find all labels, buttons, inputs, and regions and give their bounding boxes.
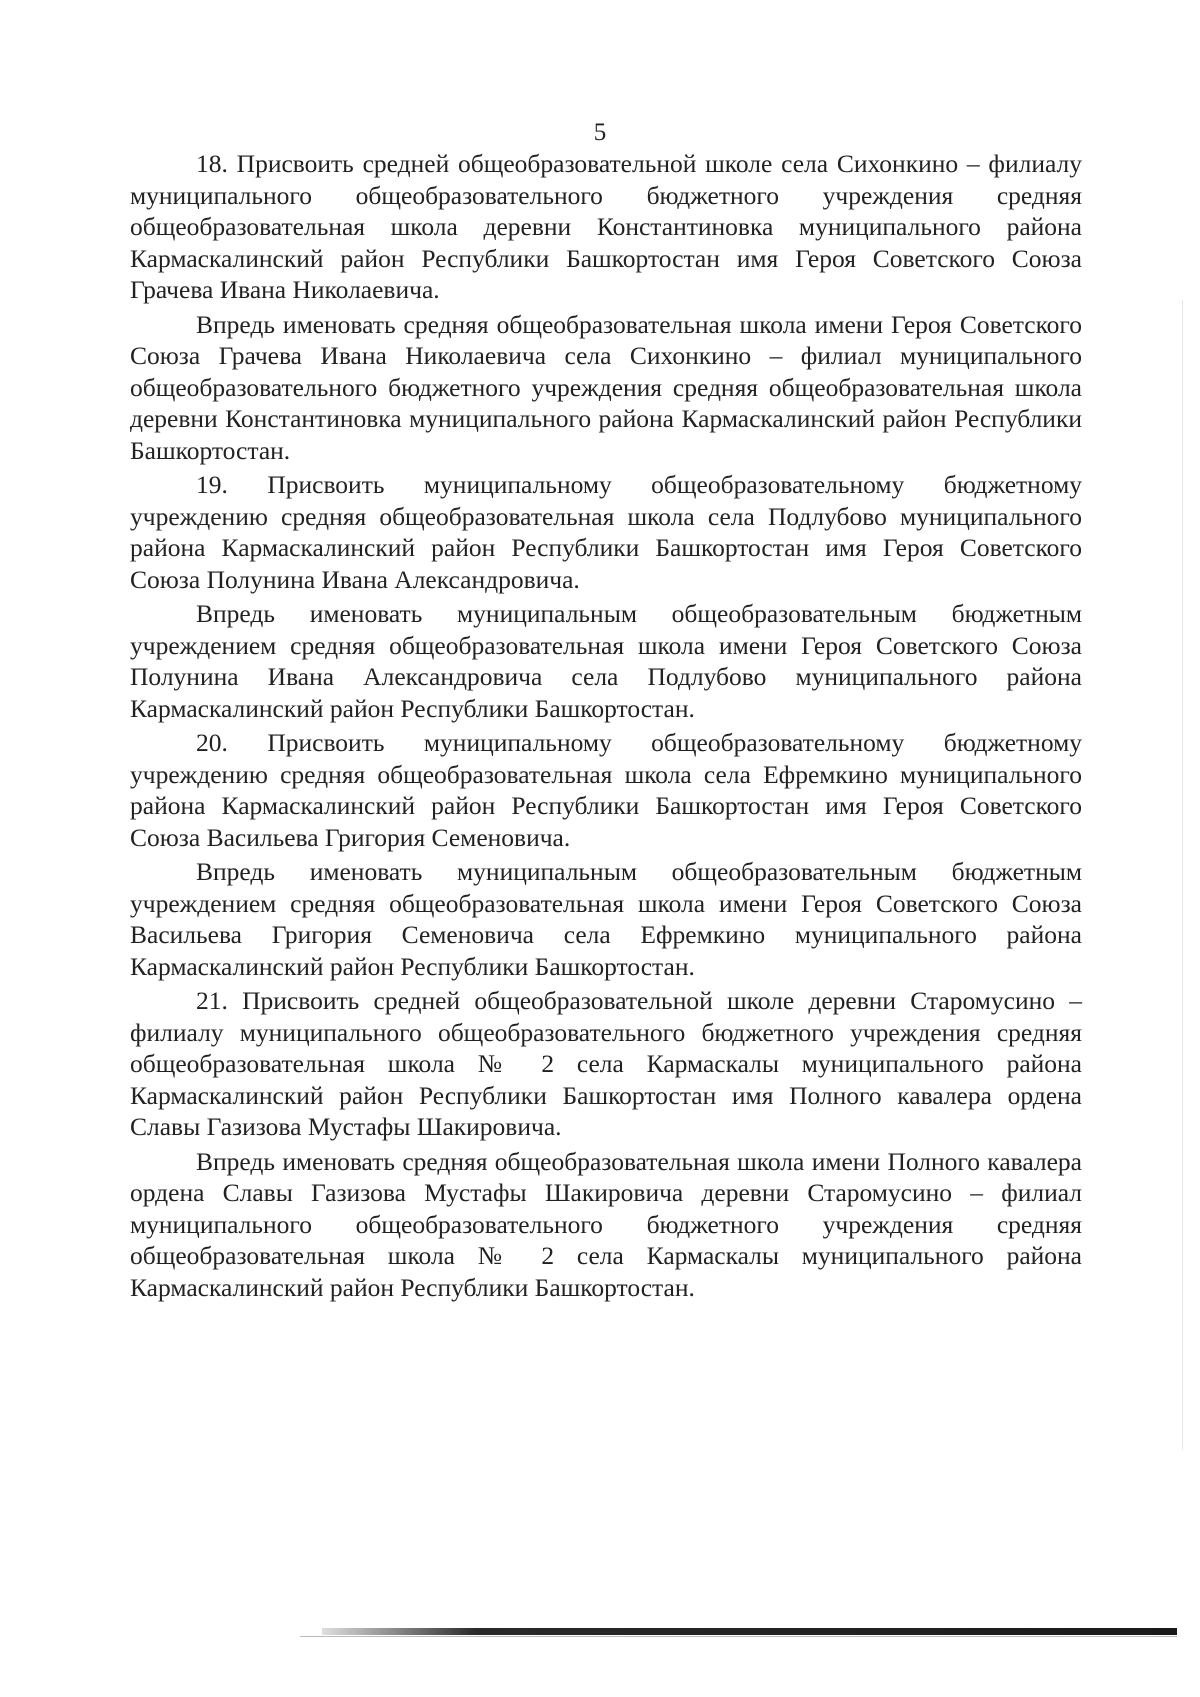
paragraph-rename-18: Впредь именовать средняя общеобразовательная школа имени Героя Советского Союза Грачева Ивана Николаевича села Сихонкино – филиал муниципального общеобразовательного бюджетного учреждения средняя общеобразовательная школа деревни Константиновка муниципального района Кармаскалинский район Республики Башкортостан.	[130, 309, 1082, 465]
paragraph-item-21: 21. Присвоить средней общеобразовательной школе деревни Старомусино – филиалу муниципального общеобразовательного бюджетного учреждения средняя общеобразовательная школа № 2 села Кармаскалы муниципального района Кармаскалинский район Республики Башкортостан имя Полного кавалера ордена Славы Газизова Мустафы Шакировича.	[130, 986, 1082, 1141]
scan-fold-line	[1182, 300, 1183, 1450]
paragraph-item-20: 20. Присвоить муниципальному общеобразовательному бюджетному учреждению средняя общеобразовательная школа села Ефремкино муниципального района Кармаскалинский район Республики Башкортостан имя Героя Советского Союза Васильева Григория Семеновича.	[130, 728, 1082, 852]
scan-bottom-edge-shadow	[300, 1636, 1177, 1637]
paragraph-rename-20: Впредь именовать муниципальным общеобразовательным бюджетным учреждением средняя общеобразовательная школа имени Героя Советского Союза Васильева Григория Семеновича села Ефремкино муниципального района Кармаскалинский район Республики Башкортостан.	[130, 857, 1082, 981]
paragraph-rename-21: Впредь именовать средняя общеобразовательная школа имени Полного кавалера ордена Славы Газизова Мустафы Шакировича деревни Старомусино – филиал муниципального общеобразовательного бюджетного учреждения средняя общеобразовательная школа № 2 села Кармаскалы муниципального района Кармаскалинский район Республики Башкортостан.	[130, 1146, 1082, 1302]
paragraph-item-18: 18. Присвоить средней общеобразовательной школе села Сихонкино – филиалу муниципального общеобразовательного бюджетного учреждения средняя общеобразовательная школа деревни Константиновка муниципального района Кармаскалинский район Республики Башкортостан имя Героя Советского Союза Грачева Ивана Николаевича.	[130, 149, 1082, 304]
paragraph-item-19: 19. Присвоить муниципальному общеобразовательному бюджетному учреждению средняя общеобразовательная школа села Подлубово муниципального района Кармаскалинский район Республики Башкортостан имя Героя Советского Союза Полунина Ивана Александровича.	[130, 470, 1082, 594]
document-body	[130, 148, 1082, 1303]
page-number: 5	[593, 119, 607, 146]
paragraph-rename-19: Впредь именовать муниципальным общеобразовательным бюджетным учреждением средняя общеобразовательная школа имени Героя Советского Союза Полунина Ивана Александровича села Подлубово муниципального района Кармаскалинский район Республики Башкортостан.	[130, 599, 1082, 723]
scan-bottom-edge	[322, 1628, 1177, 1635]
